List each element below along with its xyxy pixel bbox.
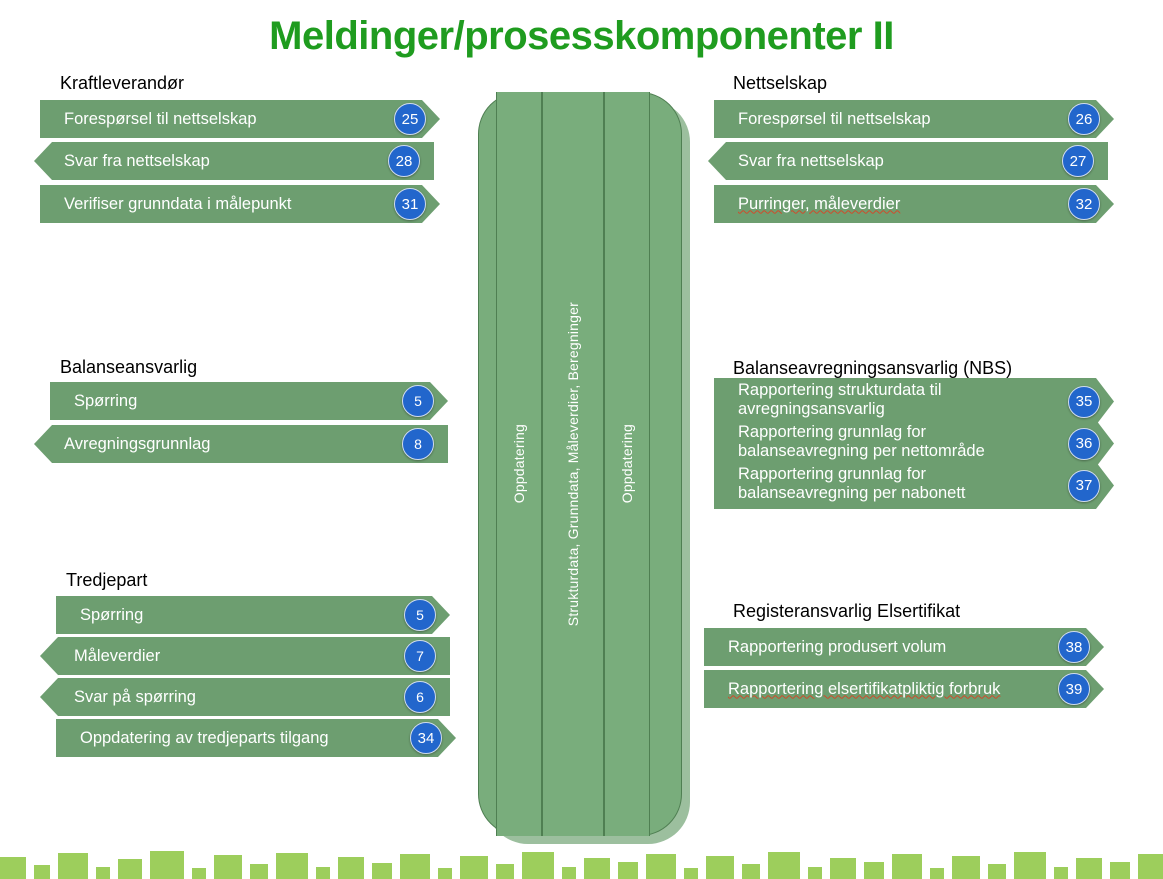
- group-label-kraftleverandor: Kraftleverandør: [60, 73, 185, 93]
- group-label-tredjepart: Tredjepart: [66, 570, 148, 590]
- group-label-text: Registeransvarlig Elsertifikat: [733, 601, 961, 621]
- message-bar-28[interactable]: [34, 142, 434, 180]
- message-number-badge: 6: [404, 681, 436, 713]
- message-bar-8[interactable]: [34, 425, 448, 463]
- message-label: Forespørsel til nettselskap: [64, 109, 257, 128]
- message-bar-7[interactable]: [40, 637, 450, 675]
- footer-decorative-band: [0, 847, 1163, 879]
- center-column-oppdatering-left: [496, 92, 542, 836]
- message-number-badge: 7: [404, 640, 436, 672]
- message-number-badge: 27: [1062, 145, 1094, 177]
- message-bar-36[interactable]: [714, 420, 1114, 467]
- message-bar-32[interactable]: [714, 185, 1114, 223]
- message-number-badge: 5: [402, 385, 434, 417]
- message-bar-25[interactable]: [40, 100, 440, 138]
- message-label: Svar fra nettselskap: [738, 151, 884, 170]
- message-label: Verifiser grunndata i målepunkt: [64, 194, 292, 213]
- message-label: Purringer, måleverdier: [738, 194, 901, 213]
- message-label: Svar på spørring: [74, 687, 196, 706]
- page-title: Meldinger/prosesskomponenter II: [269, 14, 894, 58]
- group-label-balanseavregningsansvarlig: Balanseavregningsansvarlig (NBS): [733, 358, 1013, 378]
- message-bar-39[interactable]: [704, 670, 1104, 708]
- message-label: Forespørsel til nettselskap: [738, 109, 931, 128]
- message-bar-6[interactable]: [40, 678, 450, 716]
- message-number-badge: 37: [1068, 470, 1100, 502]
- message-label: Spørring: [74, 391, 138, 410]
- message-number-badge: 31: [394, 188, 426, 220]
- message-bar-5-tredjepart[interactable]: [56, 596, 450, 634]
- message-bar-34[interactable]: [56, 719, 456, 757]
- center-column-label: Oppdatering: [619, 424, 635, 504]
- message-bar-31[interactable]: [40, 185, 440, 223]
- message-label: Rapportering produsert volum: [728, 637, 947, 656]
- center-column-strukturdata: [542, 92, 604, 836]
- message-label: Rapportering grunnlag for balanseavregning per nettområde: [738, 423, 985, 460]
- message-number-badge: 34: [410, 722, 442, 754]
- group-label-nettselskap: Nettselskap: [733, 73, 828, 93]
- message-number-badge: 28: [388, 145, 420, 177]
- message-bar-37[interactable]: [714, 462, 1114, 509]
- message-bar-38[interactable]: [704, 628, 1104, 666]
- message-bar-35[interactable]: [714, 378, 1114, 425]
- message-number-badge: 26: [1068, 103, 1100, 135]
- message-number-badge: 38: [1058, 631, 1090, 663]
- message-number-badge: 8: [402, 428, 434, 460]
- group-label-registeransvarlig-elsertifikat: [733, 601, 960, 622]
- message-label: Rapportering strukturdata til avregningsansvarlig: [738, 381, 942, 418]
- center-column-label: Strukturdata, Grunndata, Måleverdier, Beregninger: [565, 301, 581, 627]
- message-label: Rapportering grunnlag for balanseavregning per nabonett: [738, 465, 966, 502]
- message-label: Avregningsgrunnlag: [64, 434, 211, 453]
- message-label: Måleverdier: [74, 646, 161, 665]
- message-label: Spørring: [80, 605, 144, 624]
- message-number-badge: 32: [1068, 188, 1100, 220]
- message-label: Rapportering elsertifikatpliktig forbruk: [728, 679, 1001, 698]
- message-number-badge: 35: [1068, 386, 1100, 418]
- message-bar-27[interactable]: [708, 142, 1108, 180]
- center-column-oppdatering-right: [604, 92, 650, 836]
- message-number-badge: 25: [394, 103, 426, 135]
- message-bar-26[interactable]: [714, 100, 1114, 138]
- message-number-badge: 39: [1058, 673, 1090, 705]
- center-column-label: Oppdatering: [511, 424, 527, 504]
- group-label-balanseansvarlig: Balanseansvarlig: [60, 357, 198, 377]
- message-label: Oppdatering av tredjeparts tilgang: [80, 728, 329, 747]
- message-bar-5-balanse[interactable]: [50, 382, 448, 420]
- message-label: Svar fra nettselskap: [64, 151, 210, 170]
- central-datahub-container: [478, 92, 690, 844]
- message-number-badge: 5: [404, 599, 436, 631]
- message-number-badge: 36: [1068, 428, 1100, 460]
